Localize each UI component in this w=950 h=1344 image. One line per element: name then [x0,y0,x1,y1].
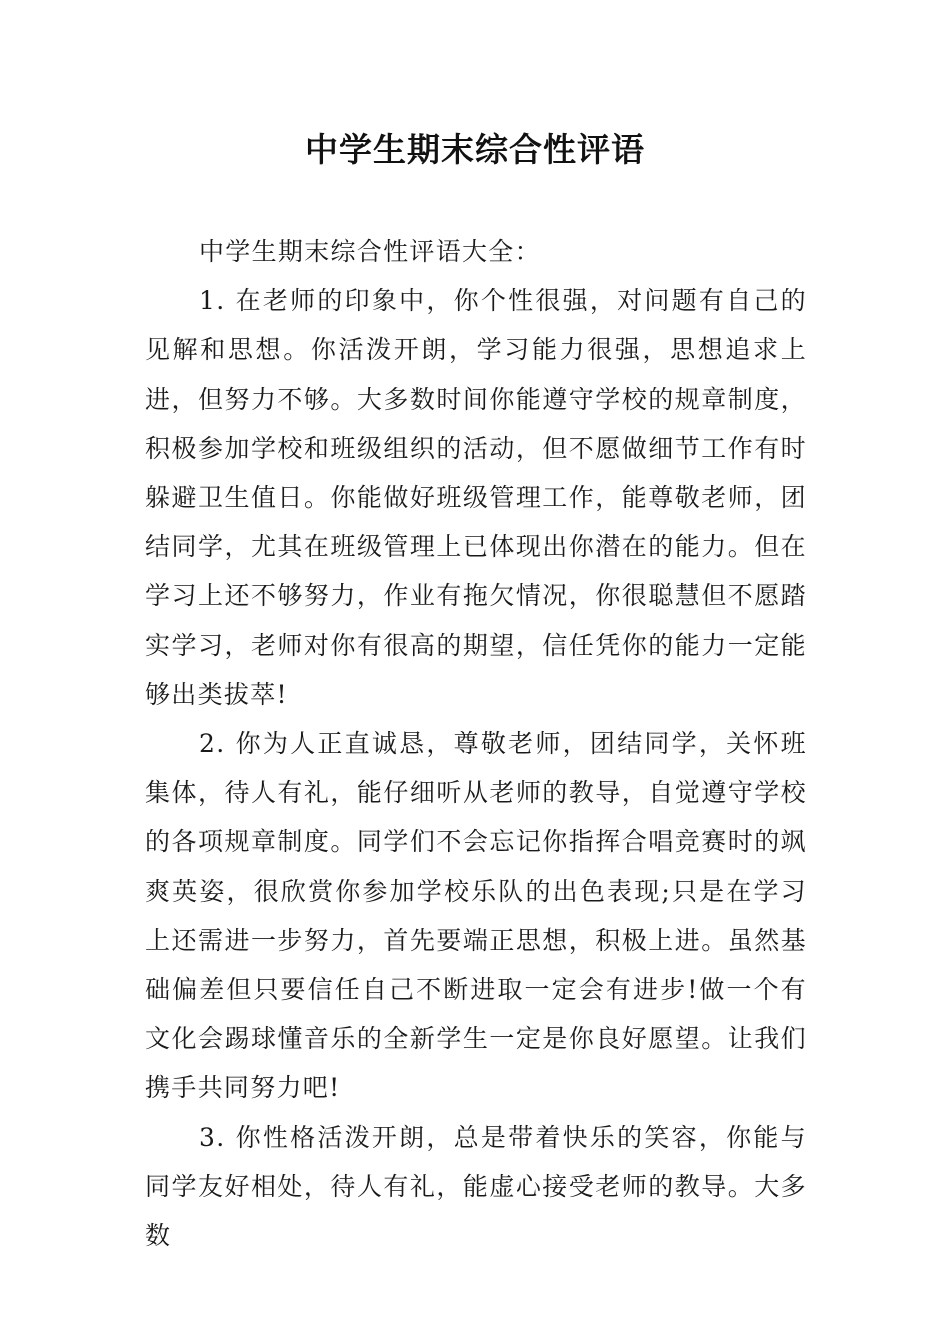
document-title: 中学生期末综合性评语 [305,130,645,169]
comment-paragraph-3: 3. 你性格活泼开朗，总是带着快乐的笑容，你能与同学友好相处，待人有礼，能虚心接受老师的教导。大多数 [145,1122,807,1251]
document-body [145,227,807,1260]
comment-paragraph-2: 2. 你为人正直诚恳，尊敬老师，团结同学，关怀班集体，待人有礼，能仔细听从老师的教导，自觉遵守学校的各项规章制度。同学们不会忘记你指挥合唱竞赛时的飒爽英姿，很欣赏你参加学校乐队的出色表现;只是在学习上还需进一步努力，首先要端正思想，积极上进。虽然基础偏差但只要信任自己不断进取一定会有进步!做一个有文化会踢球懂音乐的全新学生一定是你良好愿望。让我们携手共同努力吧! [145,729,807,1103]
intro-paragraph: 中学生期末综合性评语大全： [199,237,541,266]
comment-paragraph-1: 1. 在老师的印象中，你个性很强，对问题有自己的见解和思想。你活泼开朗，学习能力很强，思想追求上进，但努力不够。大多数时间你能遵守学校的规章制度，积极参加学校和班级组织的活动，但不愿做细节工作有时躲避卫生值日。你能做好班级管理工作，能尊敬老师，团结同学，尤其在班级管理上已体现出你潜在的能力。但在学习上还不够努力，作业有拖欠情况，你很聪慧但不愿踏实学习，老师对你有很高的期望，信任凭你的能力一定能够出类拔萃! [145,286,807,709]
